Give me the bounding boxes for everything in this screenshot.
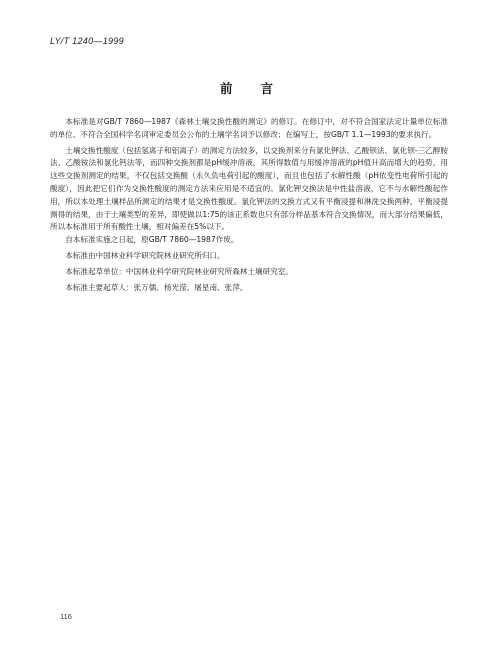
paragraph-responsible-unit: 本标准由中国林业科学研究院林业研究所归口。 [65,250,225,260]
standard-code-header: LY/T 1240—1999 [50,36,124,46]
paragraph-method-description: 土壤交换性酸度（包括氢离子和铝离子）的测定方法较多，以交换剂来分有氯化钾法、乙酸钡法、氯化钡-三乙醇胺法、乙酸铵法和氯化钙法等，而四种交换剂都是pH缓冲溶液，其所得数值与用缓冲溶液的pH值升高而增大的趋势，用这些交换剂测定的结果，不仅包括交换酸（永久负电荷引起的酸度），而且也包括了水解性酸（pH依变性电荷所引起的酸度），因此把它们作为交换性酸度的测定方法来应用是不适宜的。氯化钾交换法是中性盐溶液，它不与水解性酸起作用，所以本处理土壤样品所测定的结果才是交换性酸度。氯化钾法的交换方式又有平衡浸提和淋洗交换两种，平衡浸提测得的结果，由于土壤类型的差异，即使做以1:75的该正系数也只有部分样品基本符合交换情况，而大部分结果偏低，所以本标准用于所有酸性土壤，相对偏差在5%以下。 [50,145,448,232]
paragraph-supersedes: 自本标准实施之日起，原GB/T 7860—1987作废。 [65,235,239,245]
foreword-body [50,116,448,294]
paragraph-drafting-unit: 本标准起草单位：中国林业科学研究院林业研究所森林土壤研究室。 [65,266,293,276]
page-number: 116 [60,612,72,621]
page-title: 前言 [219,81,301,96]
paragraph-revision-note: 本标准是对GB/T 7860—1987《森林土壤交换性酸的测定》的修订。在修订中，对不符合国家法定计量单位标准的单位、不符合全国科学名词审定委员会公布的土壤学名词予以修改；在编写上，按GB/T 1.1—1993的要求执行。 [50,117,448,139]
paragraph-drafters: 本标准主要起草人：张万儒、杨光滢、屠星南、张萍。 [65,282,248,292]
